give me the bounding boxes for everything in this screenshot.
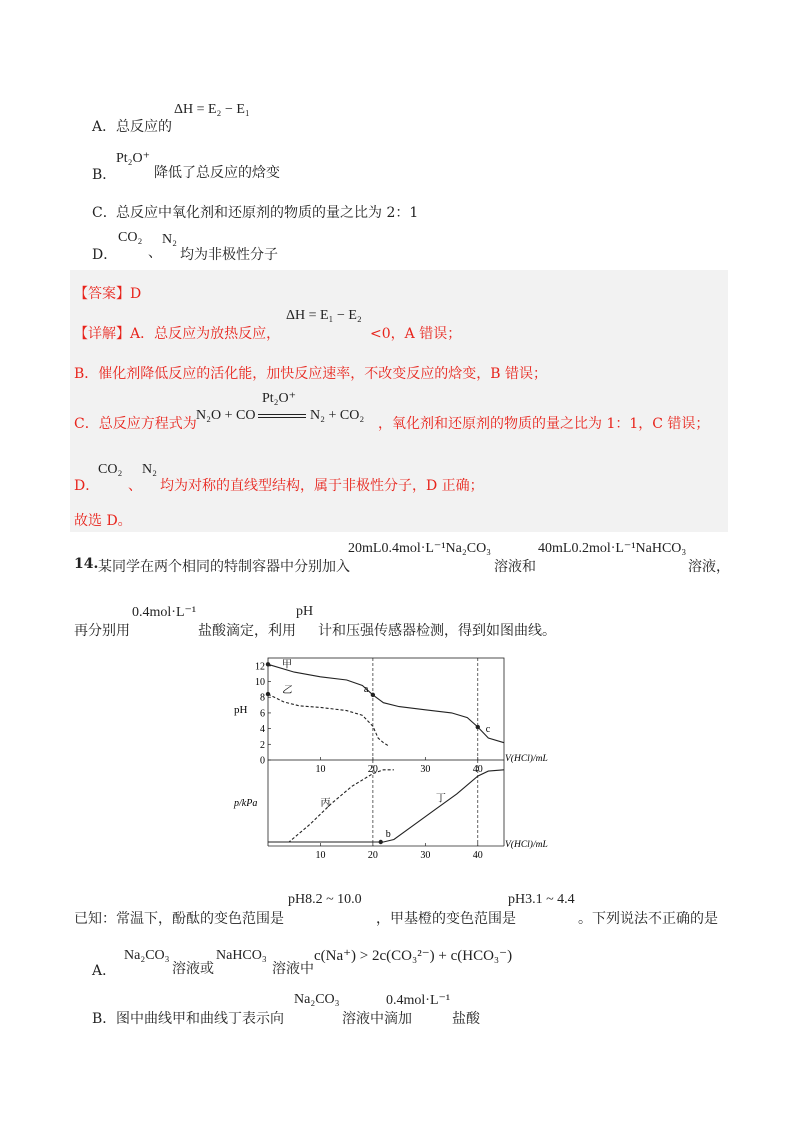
ph-series-label: 乙 (282, 685, 292, 697)
detail-formula: ΔH = E₁ − E₂ (286, 308, 362, 323)
known-text-3: 。下列说法不正确的是 (578, 911, 718, 927)
detail-label: 【详解】 (74, 326, 130, 342)
equation-left: N₂O + CO (196, 408, 256, 423)
ph-y-tick-label: 10 (255, 677, 265, 689)
detail-text-post: 均为对称的直线型结构，属于非极性分子，D 正确； (160, 478, 484, 494)
question-text: 再分别用 (74, 623, 130, 639)
ph-point (371, 693, 375, 697)
formula-n2: N₂ (142, 462, 157, 477)
answer-line-5: 故选 D。 (74, 513, 132, 529)
formula-co2: CO₂ (98, 462, 123, 477)
ph-x-tick-label: 20 (367, 764, 378, 775)
ph-point-label: c (485, 724, 491, 736)
answer-line-2: B．催化剂降低反应的活化能，加快反应速率，不改变反应的焓变，B 错误； (74, 366, 548, 382)
titration-figure (234, 652, 562, 864)
formula-na2co3: 20mL0.4mol·L⁻¹Na₂CO₃ (348, 541, 492, 556)
option-formula-co2: CO₂ (118, 230, 143, 245)
option-letter: A． (92, 963, 117, 979)
ph-x-tick-label: 40 (472, 764, 483, 775)
detail-text-post: ，氧化剂和还原剂的物质的量之比为 1：1，C 错误； (378, 416, 710, 432)
detail-text: A．总反应为放热反应， (130, 326, 281, 342)
option-text: 总反应中氧化剂和还原剂的物质的量之比为 2：1 (116, 205, 419, 221)
formula-methyl-orange: pH3.1 ~ 4.4 (508, 892, 575, 907)
option-letter: B． (92, 1011, 117, 1027)
option-letter: A． (92, 119, 117, 135)
option-formula: ΔH = E₂ − E₁ (174, 102, 250, 117)
pressure-series-line (268, 770, 394, 842)
ph-x-tick-label: 10 (315, 764, 326, 775)
option-formula: Pt₂O⁺ (116, 151, 151, 166)
pressure-series-label: 丙 (320, 798, 331, 809)
ph-x-tick-label: 30 (420, 764, 431, 775)
ph-y-tick-label: 4 (260, 724, 265, 736)
ph-y-tick-label: 12 (255, 661, 265, 673)
pressure-y-axis-label: p/kPa (234, 798, 258, 809)
pressure-point-label: b (385, 829, 391, 840)
formula-na2co3: Na₂CO₃ (124, 948, 170, 963)
separator: 、 (128, 478, 142, 494)
ph-series-line (268, 664, 504, 742)
ph-point-label: a (363, 683, 369, 695)
question-text-2: 盐酸滴定，利用 (198, 623, 296, 639)
question-text-2: 溶液和 (494, 559, 536, 575)
question-number: 14. (74, 556, 99, 572)
ph-x-axis-label: V(HCl)/mL (505, 754, 548, 764)
ph-series-label: 甲 (282, 659, 292, 671)
detail-text: C．总反应方程式为 (74, 416, 197, 432)
option-text: 图中曲线甲和曲线丁表示向 (116, 1011, 284, 1027)
equation-catalyst: Pt₂O⁺ (262, 391, 297, 406)
detail-text: D． (74, 478, 100, 494)
ph-y-tick-label: 8 (260, 692, 265, 704)
pressure-chart (233, 760, 548, 861)
equation-arrow (258, 414, 306, 418)
known-text: 已知：常温下，酚酞的变色范围是 (74, 911, 284, 927)
ph-chart (234, 658, 548, 775)
ph-series-line (268, 694, 389, 746)
answer-label: 【答案】D (74, 286, 142, 302)
question-text: 某同学在两个相同的特制容器中分别加入 (98, 559, 350, 575)
option-sep: 、 (148, 245, 162, 261)
pressure-x-tick-label: 10 (315, 850, 326, 861)
option-text-2: 溶液中 (272, 961, 314, 977)
pressure-x-tick-label: 30 (420, 850, 431, 861)
ph-y-tick-label: 2 (260, 739, 265, 751)
equation-right: N₂ + CO₂ (310, 408, 365, 423)
formula-na2co3: Na₂CO₃ (294, 992, 340, 1007)
pressure-x-axis-label: V(HCl)/mL (505, 840, 548, 850)
pressure-series-label: 丁 (435, 793, 446, 805)
ph-point (476, 725, 480, 729)
option-letter: C． (92, 205, 117, 221)
option-letter: D． (92, 247, 118, 263)
option-formula-n2: N₂ (162, 232, 177, 247)
option-text: 总反应的 (116, 119, 172, 135)
formula-conc: 0.4mol·L⁻¹ (386, 993, 451, 1008)
option-text: 溶液或 (172, 961, 214, 977)
pressure-x-tick-label: 20 (367, 850, 378, 861)
formula-ph: pH (296, 604, 314, 619)
formula-nahco3: 40mL0.2mol·L⁻¹NaHCO₃ (538, 541, 687, 556)
option-letter: B． (92, 167, 117, 183)
known-text-2: ，甲基橙的变色范围是 (376, 911, 516, 927)
option-text: 均为非极性分子 (180, 247, 278, 263)
formula-nahco3: NaHCO₃ (216, 948, 267, 963)
ph-series-start-point (266, 692, 270, 696)
pressure-point (379, 840, 383, 844)
question-text-3: 溶液， (688, 559, 730, 575)
ph-y-tick-label: 6 (260, 708, 265, 720)
question-text-3: 计和压强传感器检测，得到如图曲线。 (318, 623, 556, 639)
option-text: 降低了总反应的焓变 (154, 165, 280, 181)
ph-y-tick-label: 0 (260, 755, 265, 767)
relation-formula: c(Na⁺) > 2c(CO₃²⁻) + c(HCO₃⁻) (314, 948, 513, 964)
formula-phenolphthalein: pH8.2 ~ 10.0 (288, 892, 362, 907)
ph-series-start-point (266, 662, 270, 666)
pressure-x-tick-label: 40 (472, 850, 483, 861)
formula-conc: 0.4mol·L⁻¹ (132, 605, 197, 620)
option-text-2: 溶液中滴加 (342, 1011, 412, 1027)
option-text-3: 盐酸 (452, 1011, 480, 1027)
detail-text-post: <0，A 错误； (370, 326, 462, 342)
ph-y-axis-label: pH (234, 704, 248, 716)
